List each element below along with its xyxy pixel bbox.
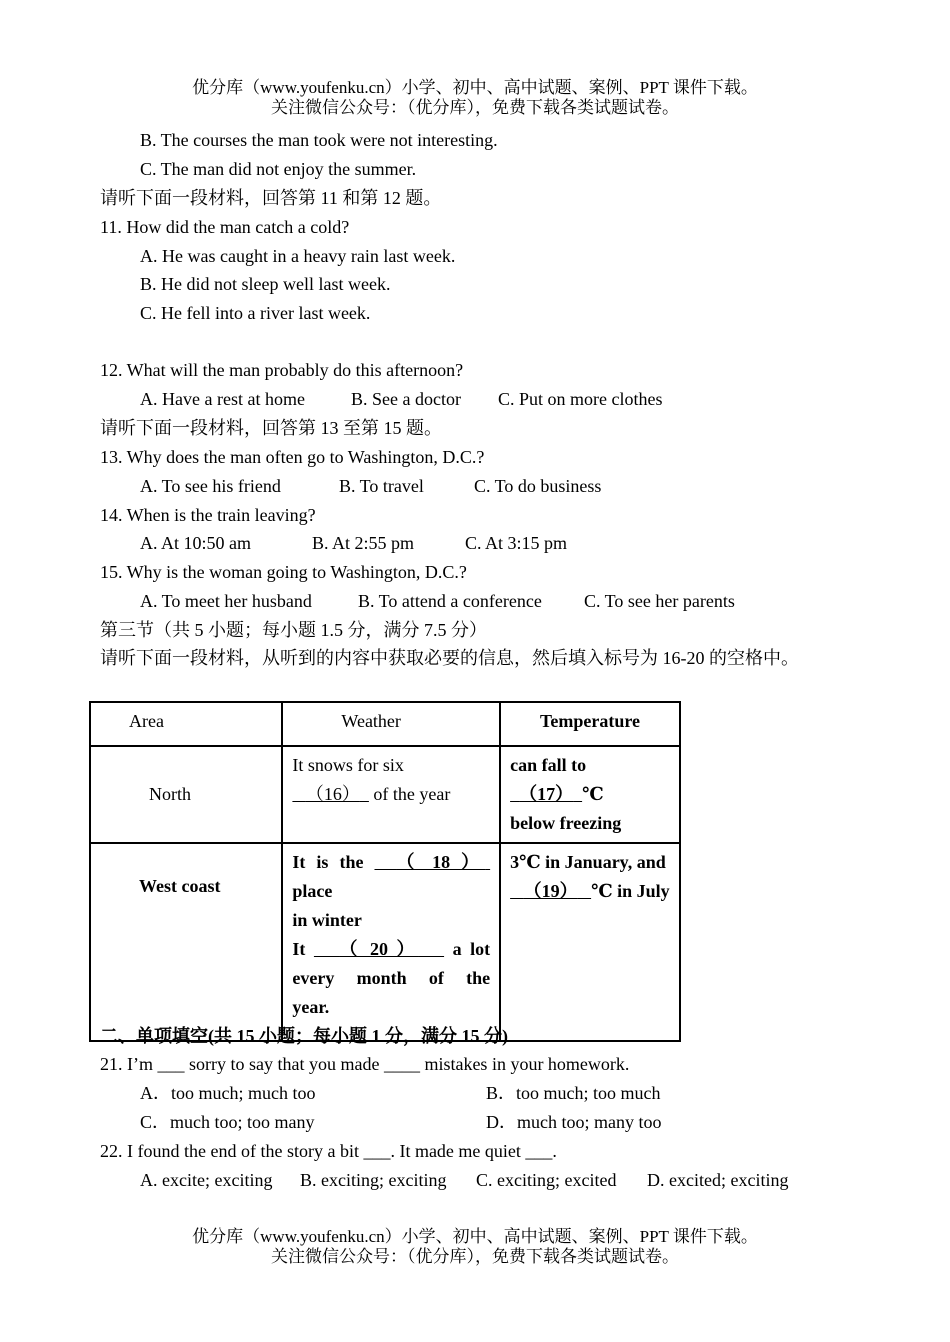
blank-19[interactable]: （19） — [523, 881, 578, 901]
weather-west-line4: It （ 20 ） a lot — [292, 939, 491, 959]
weather-north-line2: （16） of the year — [292, 780, 490, 809]
instruction-11-12: 请听下面一段材料，回答第 11 和第 12 题。 — [100, 188, 442, 208]
q13-stem: 13. Why does the man often go to Washington, D.C.? — [100, 447, 485, 467]
q21-option-c: C．much too; too many — [140, 1112, 315, 1132]
blank-20[interactable]: （ 20 ） — [339, 939, 419, 959]
q11-option-a: A. He was caught in a heavy rain last week. — [140, 246, 456, 266]
q12-stem: 12. What will the man probably do this afternoon? — [100, 360, 464, 380]
footer-line-1: 优分库（www.youfenku.cn）小学、初中、高中试题、案例、PPT 课件下载。 — [192, 1227, 758, 1246]
q22-option-d: D. excited; exciting — [647, 1170, 789, 1190]
q13-option-a: A. To see his friend — [140, 476, 281, 496]
header-temperature: Temperature — [500, 702, 680, 746]
q21-option-a: A．too much; much too — [140, 1083, 316, 1103]
q15-stem: 15. Why is the woman going to Washington, D.C.? — [100, 562, 467, 582]
q12-option-b: B. See a doctor — [351, 389, 461, 409]
part2-title: 二、单项填空(共 15 小题；每小题 1 分，满分 15 分) — [100, 1026, 508, 1046]
q22-stem: 22. I found the end of the story a bit ___. It made me quiet ___. — [100, 1141, 557, 1161]
q12-option-c: C. Put on more clothes — [498, 389, 663, 409]
q14-option-b: B. At 2:55 pm — [312, 533, 415, 553]
table-row-west-coast — [90, 843, 680, 1041]
weather-west-line1: It is the （ 18 ） — [292, 848, 490, 877]
section3-instruction: 请听下面一段材料，从听到的内容中获取必要的信息，然后填入标号为 16-20 的空格中。 — [100, 648, 799, 668]
blank-17[interactable]: （17） — [519, 784, 574, 804]
q21-option-d: D．much too; many too — [486, 1112, 662, 1132]
q11-option-c: C. He fell into a river last week. — [140, 303, 371, 323]
q14-stem: 14. When is the train leaving? — [100, 505, 316, 525]
blank-16[interactable]: （16） — [305, 784, 360, 804]
temperature-west-line2: （19） ℃ in July — [510, 877, 670, 906]
q12-option-a: A. Have a rest at home — [140, 389, 305, 409]
q21-stem: 21. I’m ___ sorry to say that you made ____ mistakes in your homework. — [100, 1054, 630, 1074]
area-west-coast: West coast — [90, 843, 282, 1041]
table-row-north — [90, 746, 680, 843]
temperature-west-line1: 3℃ in January, and — [510, 852, 666, 872]
header-line-2: 关注微信公众号：（优分库），免费下载各类试题试卷。 — [271, 98, 679, 117]
temperature-north-line2: below freezing — [510, 813, 622, 833]
weather-west-line3: in winter — [292, 910, 362, 930]
q15-option-c: C. To see her parents — [584, 591, 735, 611]
table-header-row — [90, 702, 680, 746]
header-weather: Weather — [282, 702, 500, 746]
q15-option-a: A. To meet her husband — [140, 591, 312, 611]
q22-option-a: A. excite; exciting — [140, 1170, 273, 1190]
area-north: North — [90, 746, 282, 843]
q13-option-c: C. To do business — [474, 476, 602, 496]
header-line-1: 优分库（www.youfenku.cn）小学、初中、高中试题、案例、PPT 课件下载。 — [192, 78, 758, 97]
weather-north — [282, 746, 500, 843]
q11-stem: 11. How did the man catch a cold? — [100, 217, 350, 237]
footer-line-2: 关注微信公众号：（优分库），免费下载各类试题试卷。 — [271, 1247, 679, 1266]
temperature-north — [500, 746, 680, 843]
q14-option-a: A. At 10:50 am — [140, 533, 251, 553]
temperature-north-line1: can fall to （17） ℃ — [510, 755, 604, 804]
q10-option-c: C. The man did not enjoy the summer. — [140, 159, 417, 179]
q10-option-b: B. The courses the man took were not interesting. — [140, 130, 498, 150]
q22-option-c: C. exciting; excited — [476, 1170, 617, 1190]
q15-option-b: B. To attend a conference — [358, 591, 542, 611]
weather-west-line5: every month of the — [292, 968, 491, 988]
temperature-west-coast — [500, 843, 680, 1041]
section3-title: 第三节（共 5 小题；每小题 1.5 分，满分 7.5 分） — [100, 620, 487, 640]
weather-north-line1: It snows for six — [292, 755, 404, 775]
weather-west-line6: year. — [292, 997, 330, 1017]
listening-info-table — [89, 701, 681, 1042]
header-area: Area — [90, 702, 282, 746]
q22-option-b: B. exciting; exciting — [300, 1170, 447, 1190]
weather-west-coast — [282, 843, 500, 1041]
q14-option-c: C. At 3:15 pm — [465, 533, 568, 553]
q21-option-b: B．too much; too much — [486, 1083, 661, 1103]
blank-18[interactable]: （ 18 ） — [396, 852, 486, 872]
q13-option-b: B. To travel — [339, 476, 424, 496]
weather-west-line2: place — [292, 881, 333, 901]
instruction-13-15: 请听下面一段材料，回答第 13 至第 15 题。 — [100, 418, 442, 438]
q11-option-b: B. He did not sleep well last week. — [140, 274, 391, 294]
